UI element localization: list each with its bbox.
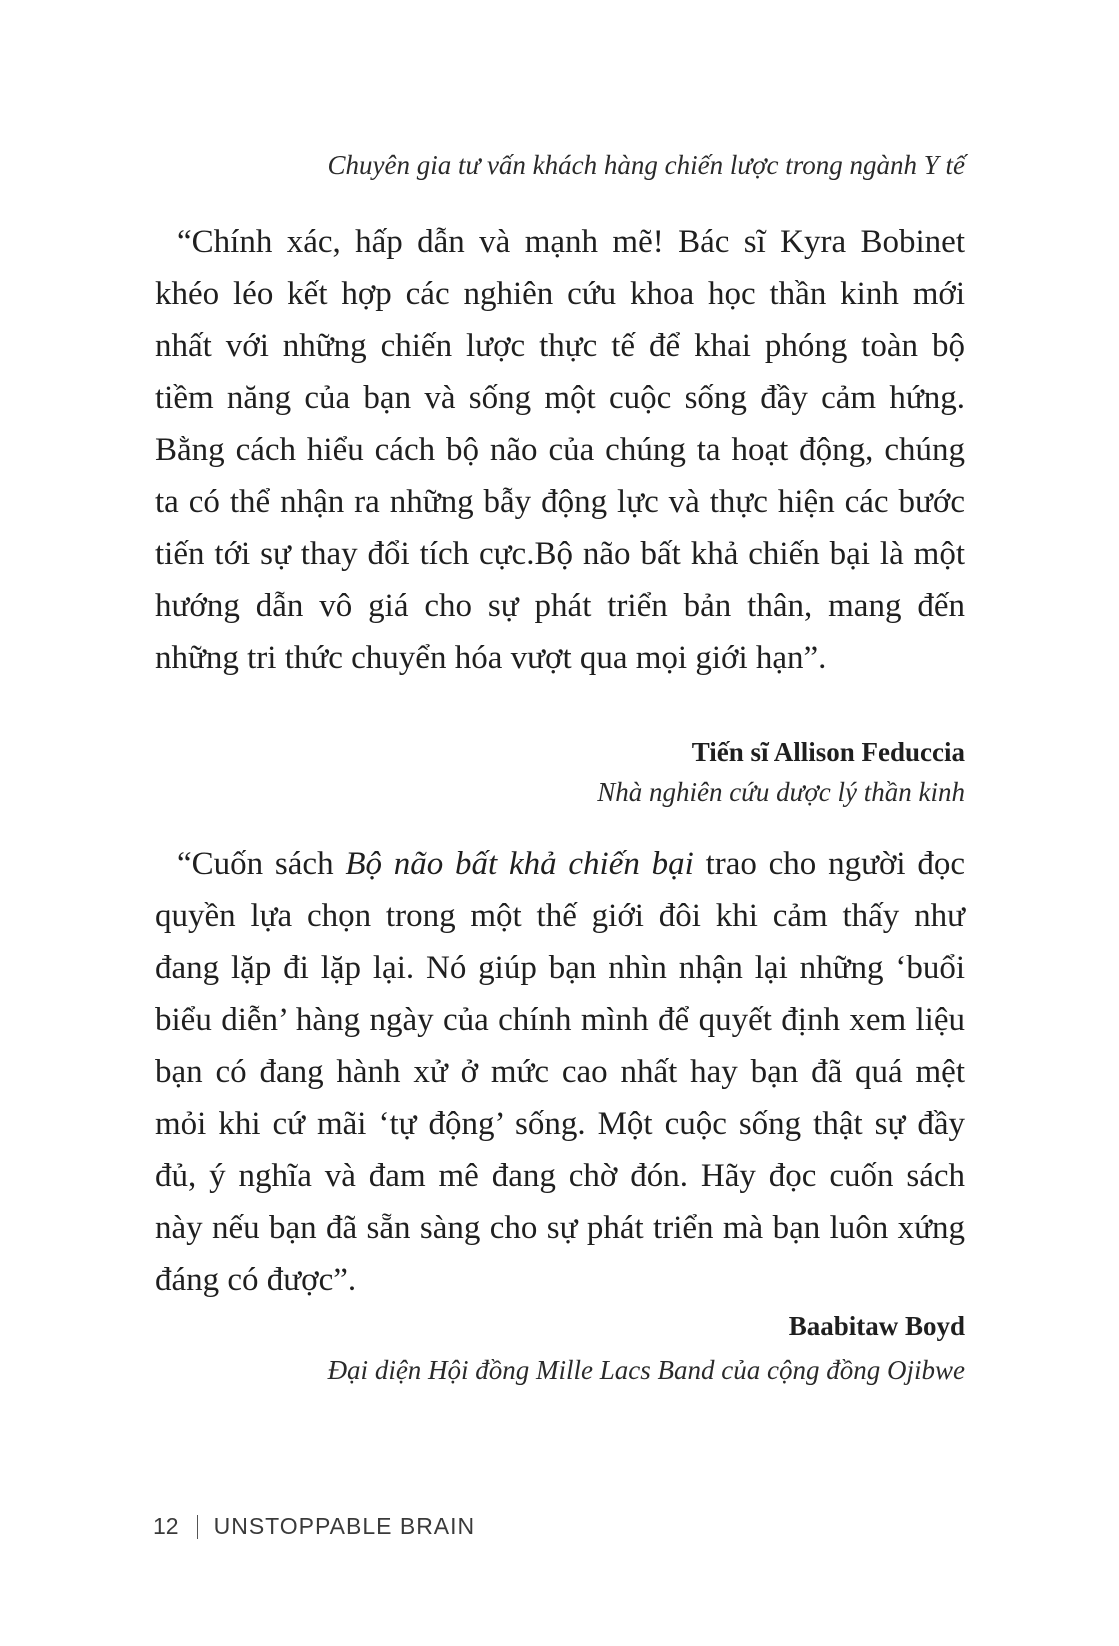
running-title: UNSTOPPABLE BRAIN [213,1513,476,1539]
testimonial-2-text-before: “Cuốn sách [177,846,346,882]
page-footer [153,1513,475,1540]
testimonial-2-attribution [155,1304,965,1392]
footer-divider [197,1515,198,1539]
top-attribution-role: Chuyên gia tư vấn khách hàng chiến lược trong ngành Y tế [327,150,965,180]
testimonial-2-author: Baabitaw Boyd [788,1311,965,1341]
testimonial-2 [155,838,965,1306]
top-attribution [155,150,965,181]
testimonial-2-role: Đại diện Hội đồng Mille Lacs Band của cộng đồng Ojibwe [327,1355,965,1385]
testimonial-2-text-after: trao cho người đọc quyền lựa chọn trong một thế giới đôi khi cảm thấy như đang lặp đi lặp lại. Nó giúp bạn nhìn nhận lại những ‘buổi biểu diễn’ hàng ngày của chính mình để quyết định xem liệu bạn có đang hành xử ở mức cao nhất hay bạn đã quá mệt mỏi khi cứ mãi ‘tự động’ sống. Một cuộc sống thật sự đầy đủ, ý nghĩa và đam mê đang chờ đón. Hãy đọc cuốn sách này nếu bạn đã sẵn sàng cho sự phát triển mà bạn luôn xứng đáng có được”. [155,846,966,1298]
testimonial-1-role: Nhà nghiên cứu dược lý thần kinh [597,777,965,807]
testimonial-1-author: Tiến sĩ Allison Feduccia [691,737,965,767]
testimonial-1 [155,216,965,684]
page-number: 12 [153,1513,179,1539]
testimonial-2-text [155,838,965,1306]
testimonial-1-attribution [155,732,965,812]
testimonial-1-text: “Chính xác, hấp dẫn và mạnh mẽ! Bác sĩ Kyra Bobinet khéo léo kết hợp các nghiên cứu khoa học thần kinh mới nhất với những chiến lược thực tế để khai phóng toàn bộ tiềm năng của bạn và sống một cuộc sống đầy cảm hứng. Bằng cách hiểu cách bộ não của chúng ta hoạt động, chúng ta có thể nhận ra những bẫy động lực và thực hiện các bước tiến tới sự thay đổi tích cực.Bộ não bất khả chiến bại là một hướng dẫn vô giá cho sự phát triển bản thân, mang đến những tri thức chuyển hóa vượt qua mọi giới hạn”. [155,224,965,676]
testimonial-2-book-title: Bộ não bất khả chiến bại [345,846,694,882]
